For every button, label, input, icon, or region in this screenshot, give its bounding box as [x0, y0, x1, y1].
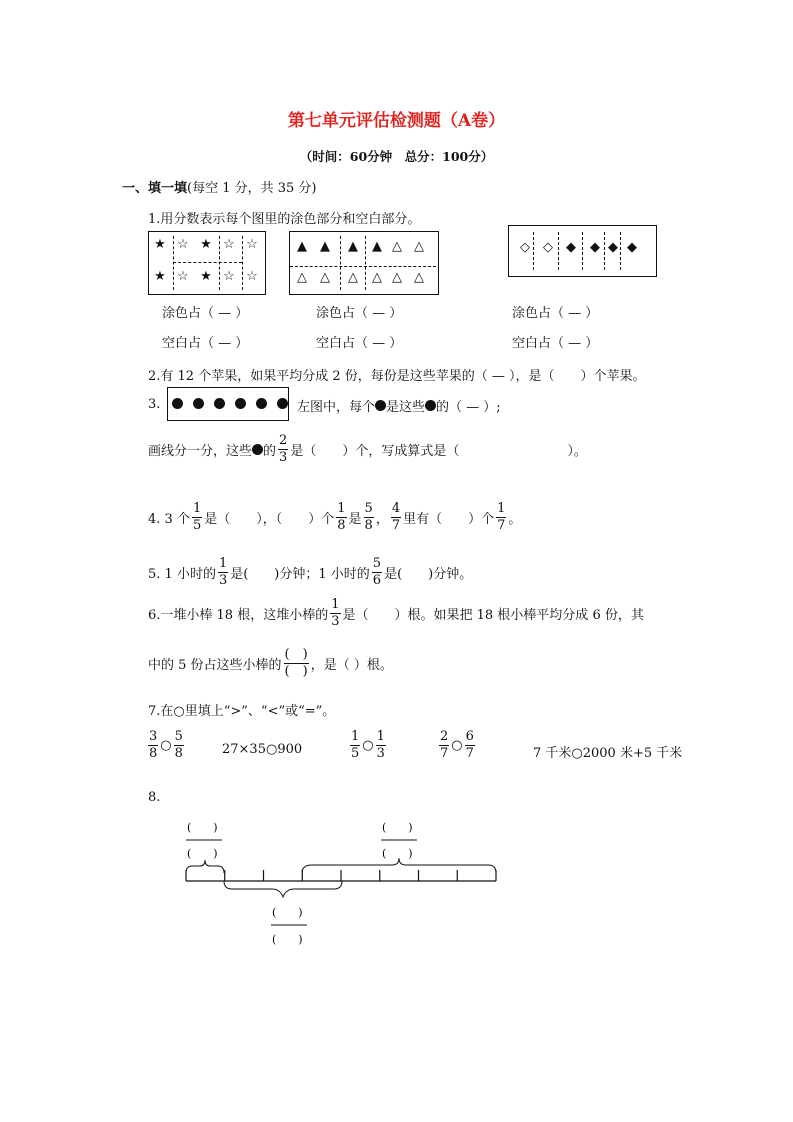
brace-top-large: [302, 858, 496, 873]
q6-part: 是（ ）根。如果把 18 根小棒平均分成 6 份，其: [342, 608, 644, 624]
q3-dots-box: [167, 387, 289, 421]
page-subtitle: （时间：60分钟 总分：100分）: [299, 149, 494, 164]
divider: [558, 232, 559, 270]
q3-text-c: 的（ — ）;: [436, 400, 501, 415]
q3-line2-b: 的: [263, 444, 277, 460]
fraction: $\frac{5}{8}$: [364, 501, 373, 534]
triangle-outline-icon: △: [392, 239, 402, 254]
blank-answer-1: 空白占（ — ）: [162, 336, 249, 351]
q3-line2-d: ）。: [567, 444, 587, 460]
brace-bottom: [224, 881, 342, 897]
shaded-answer-1: 涂色占（ — ）: [162, 306, 249, 321]
triangle-filled-icon: ▲: [320, 239, 330, 254]
q7-compare-1: [146, 730, 186, 762]
divider: [242, 236, 243, 290]
triangle-outline-icon: △: [297, 270, 307, 285]
blank-denominator: ( ): [272, 933, 303, 946]
blank-answer-3: 空白占（ — ）: [512, 336, 599, 351]
q4-part: 是: [348, 512, 362, 528]
q5-part: 是( )分钟；1 小时的: [230, 567, 370, 583]
dot-icon: [252, 444, 263, 455]
q2-text: 2.有 12 个苹果，如果平均分成 2 份，每份是这些苹果的（ — ），是（ ）个苹果。: [148, 369, 646, 384]
triangle-filled-icon: ▲: [372, 239, 382, 254]
fraction-blank: $\frac{( )}{( )}$: [284, 647, 308, 680]
q7-compare-5: 7 千米○2000 米+5 千米: [533, 746, 683, 761]
dot-icon: [172, 398, 183, 409]
q3-line2: [148, 434, 587, 466]
dot-icon: [256, 398, 267, 409]
dots-row: [172, 398, 288, 409]
diamond-outline-icon: ◇: [543, 240, 553, 255]
q5-line: [148, 557, 472, 589]
q1-figure-triangles: [289, 231, 439, 295]
diamond-filled-icon: ◆: [627, 240, 637, 255]
divider: [290, 266, 436, 267]
dot-icon: [193, 398, 204, 409]
triangle-outline-icon: △: [320, 270, 330, 285]
fraction: $\frac{1}{5}$: [351, 729, 360, 762]
q1-figure-diamonds: [508, 225, 657, 277]
star-icon: ★: [200, 237, 212, 252]
section-note: (每空 1 分，共 35 分): [187, 181, 317, 196]
section-title: 一、填一填: [122, 181, 188, 196]
dot-icon: [425, 400, 436, 411]
divider: [173, 236, 174, 290]
section-heading: [122, 177, 317, 196]
q3-line1: [297, 396, 501, 415]
q6-line2: [148, 648, 393, 680]
q6-part: ，是（ ）根。: [310, 658, 393, 674]
diamond-filled-icon: ◆: [566, 240, 576, 255]
q7-compare-2: 27×35○900: [222, 742, 303, 757]
triangle-filled-icon: ▲: [297, 239, 307, 254]
q4-line: [148, 502, 521, 534]
q7-text: 7.在○里填上“>”、“<”或“=”。: [148, 704, 336, 719]
diamond-outline-icon: ◇: [520, 240, 530, 255]
blank-numerator: ( ): [272, 906, 303, 919]
blank-numerator: ( ): [187, 821, 218, 834]
star-icon: ★: [154, 269, 166, 284]
q5-part: 5. 1 小时的: [148, 567, 216, 583]
triangle-outline-icon: △: [348, 270, 358, 285]
divider: [365, 236, 366, 290]
fraction: $\frac{1}{3}$: [376, 729, 385, 762]
page-title: 第七单元评估检测题（A卷）: [287, 111, 506, 131]
fraction: $\frac{3}{8}$: [149, 729, 158, 762]
q4-part: 里有（ ）个: [403, 512, 495, 528]
dot-icon: [277, 398, 288, 409]
circle-blank: ○: [362, 738, 374, 754]
q1-figure-stars: [148, 231, 266, 295]
q4-part: 是（ ），（ ）个: [204, 512, 335, 528]
star-outline-icon: ☆: [177, 269, 189, 284]
q7-compare-4: [437, 730, 477, 762]
q4-part: 。: [508, 512, 522, 528]
star-icon: ★: [154, 237, 166, 252]
star-outline-icon: ☆: [223, 237, 235, 252]
star-outline-icon: ☆: [177, 237, 189, 252]
q7-compare-3: [348, 730, 388, 762]
q3-line2-a: 画线分一分，这些: [148, 444, 253, 460]
q4-part: 4. 3 个: [148, 512, 190, 528]
dot-icon: [235, 398, 246, 409]
blank-numerator: ( ): [382, 821, 413, 834]
q8-number-line: [170, 815, 520, 950]
fraction: $\frac{2}{3}$: [279, 433, 288, 466]
q3-number: 3.: [148, 397, 161, 412]
diamond-filled-icon: ◆: [590, 240, 600, 255]
fraction: $\frac{5}{8}$: [174, 729, 183, 762]
fraction: $\frac{6}{7}$: [465, 729, 474, 762]
q4-part: ，: [375, 512, 389, 528]
brace-top-small: [186, 860, 224, 873]
dot-icon: [214, 398, 225, 409]
shaded-answer-3: 涂色占（ — ）: [512, 306, 599, 321]
divider: [219, 236, 220, 290]
circle-blank: ○: [451, 738, 463, 754]
blank-denominator: ( ): [382, 847, 413, 860]
fraction: $\frac{4}{7}$: [391, 501, 401, 534]
diamond-filled-icon: ◆: [608, 240, 618, 255]
fraction: $\frac{5}{6}$: [372, 556, 382, 589]
triangle-outline-icon: △: [372, 270, 382, 285]
triangle-outline-icon: △: [414, 270, 424, 285]
blank-answer-2: 空白占（ — ）: [316, 336, 403, 351]
q6-part: 6.一堆小棒 18 根，这堆小棒的: [148, 608, 329, 624]
fraction: $\frac{1}{7}$: [497, 501, 506, 534]
fraction: $\frac{2}{7}$: [440, 729, 449, 762]
star-icon: ★: [200, 269, 212, 284]
triangle-outline-icon: △: [414, 239, 424, 254]
q8-number: 8.: [148, 790, 161, 805]
triangle-outline-icon: △: [392, 270, 402, 285]
q5-part: 是( )分钟。: [384, 567, 473, 583]
shaded-answer-2: 涂色占（ — ）: [316, 306, 403, 321]
blank-denominator: ( ): [187, 847, 218, 860]
fraction: $\frac{1}{8}$: [337, 501, 346, 534]
fraction: $\frac{1}{3}$: [331, 597, 340, 630]
divider: [173, 262, 242, 263]
circle-blank: ○: [160, 738, 172, 754]
star-outline-icon: ☆: [223, 269, 235, 284]
q1-text: 1.用分数表示每个图里的涂色部分和空白部分。: [148, 212, 421, 227]
triangle-filled-icon: ▲: [348, 239, 358, 254]
q3-line2-c: 是（ ）个，写成算式是（: [290, 444, 460, 460]
q6-part: 中的 5 份占这些小棒的: [148, 658, 282, 674]
divider: [533, 232, 534, 270]
q3-text-b: 是这些: [386, 400, 426, 415]
q3-text-a: 左图中，每个: [297, 400, 376, 415]
dot-icon: [375, 400, 386, 411]
star-outline-icon: ☆: [246, 237, 258, 252]
divider: [582, 232, 583, 270]
divider: [340, 236, 341, 290]
fraction: $\frac{1}{5}$: [192, 501, 202, 534]
q6-line1: [148, 598, 644, 630]
fraction: $\frac{1}{3}$: [218, 556, 228, 589]
number-line-ticks: [186, 870, 496, 881]
star-outline-icon: ☆: [246, 269, 258, 284]
